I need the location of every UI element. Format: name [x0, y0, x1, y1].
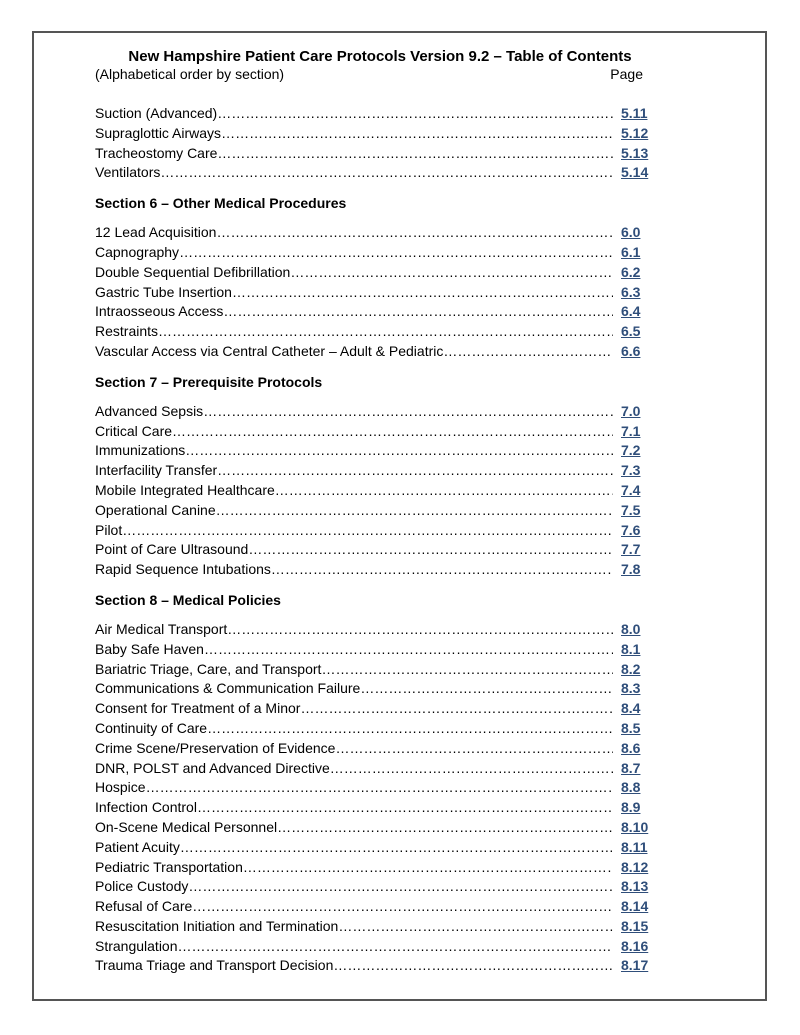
entry-title: Strangulation	[95, 937, 178, 954]
page-link[interactable]: 7.3	[621, 462, 641, 479]
entry-title: Communications & Communication Failure	[95, 680, 361, 697]
dot-leader	[271, 560, 613, 580]
dot-leader	[178, 937, 613, 957]
toc-entry	[95, 163, 655, 183]
toc-entry	[95, 402, 655, 422]
page-link[interactable]: 6.1	[621, 243, 641, 260]
dot-leader	[216, 223, 613, 243]
page-link[interactable]: 8.17	[621, 957, 649, 974]
page-link[interactable]: 8.5	[621, 719, 641, 736]
toc-entry	[95, 956, 655, 976]
table-of-contents	[95, 104, 655, 976]
toc-entry	[95, 699, 655, 719]
page-title: New Hampshire Patient Care Protocols Version 9.2 – Table of Contents	[128, 48, 632, 65]
toc-entry	[95, 342, 655, 362]
toc-entry	[95, 481, 655, 501]
toc-entry	[95, 144, 655, 164]
toc-entry	[95, 501, 655, 521]
entry-title: Continuity of Care	[95, 719, 208, 736]
toc-section	[95, 104, 655, 183]
section-heading: Section 6 – Other Medical Procedures	[95, 195, 347, 212]
toc-entry	[95, 124, 655, 144]
page-link[interactable]: 8.13	[621, 878, 649, 895]
dot-leader	[321, 660, 613, 680]
entry-title: Vascular Access via Central Catheter – Adult & Pediatric	[95, 342, 444, 359]
dot-leader	[221, 124, 613, 144]
dot-leader	[217, 104, 613, 124]
entry-title: Baby Safe Haven	[95, 640, 204, 657]
toc-entry	[95, 461, 655, 481]
dot-leader	[216, 501, 613, 521]
page-link[interactable]: 8.14	[621, 898, 649, 915]
entry-title: Consent for Treatment of a Minor	[95, 700, 301, 717]
toc-entry	[95, 739, 655, 759]
page-link[interactable]: 8.12	[621, 858, 649, 875]
entry-title: Mobile Integrated Healthcare	[95, 481, 275, 498]
entry-title: On-Scene Medical Personnel	[95, 818, 278, 835]
page-link[interactable]: 7.2	[621, 442, 641, 459]
toc-section	[95, 194, 655, 362]
entry-title: Interfacility Transfer	[95, 462, 218, 479]
toc-entry	[95, 798, 655, 818]
toc-subheader	[95, 66, 647, 82]
toc-entry	[95, 818, 655, 838]
dot-leader	[188, 877, 613, 897]
dot-leader	[333, 956, 613, 976]
toc-entry	[95, 104, 655, 124]
page-link[interactable]: 7.4	[621, 481, 641, 498]
dot-leader	[443, 342, 613, 362]
dot-leader	[243, 858, 613, 878]
page-link[interactable]: 6.4	[621, 303, 641, 320]
page-link[interactable]: 5.11	[621, 105, 648, 121]
toc-entry	[95, 263, 655, 283]
entry-title: Patient Acuity	[95, 838, 180, 855]
page-link[interactable]: 8.2	[621, 660, 641, 677]
toc-entry	[95, 719, 655, 739]
dot-leader	[160, 163, 613, 183]
entry-title: Immunizations	[95, 442, 186, 459]
entry-title: Police Custody	[95, 878, 189, 895]
page-link[interactable]: 6.5	[621, 323, 641, 340]
dot-leader	[197, 798, 613, 818]
toc-entry	[95, 223, 655, 243]
toc-entry	[95, 302, 655, 322]
entry-title: Double Sequential Defibrillation	[95, 263, 291, 280]
dot-leader	[192, 897, 613, 917]
page-link[interactable]: 5.14	[621, 164, 649, 181]
page-link[interactable]: 8.9	[621, 799, 641, 816]
entry-title: Tracheostomy Care	[95, 144, 218, 161]
entry-title: Infection Control	[95, 799, 197, 816]
toc-entry	[95, 679, 655, 699]
toc-entry	[95, 838, 655, 858]
dot-leader	[227, 620, 613, 640]
entry-title: Supraglottic Airways	[95, 124, 222, 141]
entry-title: Operational Canine	[95, 501, 216, 518]
dot-leader	[330, 759, 613, 779]
entry-title: DNR, POLST and Advanced Directive	[95, 759, 330, 776]
page-column-label: Page	[610, 66, 643, 82]
toc-entry	[95, 560, 655, 580]
page-link[interactable]: 8.8	[621, 779, 641, 796]
page-link[interactable]: 5.12	[621, 124, 649, 141]
page-link[interactable]: 6.3	[621, 283, 641, 300]
page-link[interactable]: 8.15	[621, 917, 649, 934]
toc-section	[95, 591, 655, 976]
page-link[interactable]: 7.7	[621, 541, 641, 558]
page-link[interactable]: 8.10	[621, 818, 649, 835]
page-link[interactable]: 6.0	[621, 224, 641, 241]
page-link[interactable]: 7.1	[621, 422, 641, 439]
toc-entry	[95, 322, 655, 342]
dot-leader	[179, 243, 613, 263]
entry-title: Suction (Advanced)	[95, 105, 218, 121]
entry-title: Intraosseous Access	[95, 303, 224, 320]
entry-title: Critical Care	[95, 422, 173, 439]
toc-entry	[95, 877, 655, 897]
dot-leader	[277, 818, 613, 838]
dot-leader	[207, 719, 613, 739]
page-link[interactable]: 7.0	[621, 402, 641, 419]
toc-entry	[95, 243, 655, 263]
dot-leader	[185, 441, 613, 461]
toc-entry	[95, 897, 655, 917]
entry-title: Crime Scene/Preservation of Evidence	[95, 739, 336, 756]
entry-title: Restraints	[95, 323, 159, 340]
page-link[interactable]: 8.11	[621, 838, 648, 855]
order-note: (Alphabetical order by section)	[95, 66, 285, 82]
toc-entry	[95, 759, 655, 779]
dot-leader	[248, 540, 613, 560]
entry-title: Refusal of Care	[95, 898, 193, 915]
toc-entry	[95, 640, 655, 660]
page-link[interactable]: 8.0	[621, 620, 641, 637]
toc-entry	[95, 660, 655, 680]
toc-entry	[95, 858, 655, 878]
entry-title: Resuscitation Initiation and Termination	[95, 917, 339, 934]
toc-entry	[95, 422, 655, 442]
toc-entry	[95, 283, 655, 303]
dot-leader	[217, 461, 613, 481]
page-link[interactable]: 8.6	[621, 739, 641, 756]
page-link[interactable]: 6.2	[621, 263, 641, 280]
dot-leader	[290, 263, 613, 283]
section-heading: Section 8 – Medical Policies	[95, 591, 281, 608]
dot-leader	[204, 640, 613, 660]
entry-title: Trauma Triage and Transport Decision	[95, 957, 334, 974]
page-link[interactable]: 7.6	[621, 521, 641, 538]
page-link[interactable]: 6.6	[621, 342, 641, 359]
entry-title: Pilot	[95, 521, 123, 538]
toc-entry	[95, 620, 655, 640]
dot-leader	[180, 838, 613, 858]
page-link[interactable]: 8.4	[621, 700, 641, 717]
section-heading: Section 7 – Prerequisite Protocols	[95, 373, 323, 390]
dot-leader	[223, 302, 613, 322]
page-link[interactable]: 5.13	[621, 144, 649, 161]
toc-entry	[95, 540, 655, 560]
page-link[interactable]: 8.16	[621, 937, 649, 954]
page-link[interactable]: 8.3	[621, 680, 641, 697]
dot-leader	[146, 778, 613, 798]
entry-title: 12 Lead Acquisition	[95, 224, 217, 241]
page-link[interactable]: 7.5	[621, 501, 641, 518]
dot-leader	[122, 521, 613, 541]
dot-leader	[172, 422, 613, 442]
page-link[interactable]: 8.1	[621, 640, 641, 657]
toc-entry	[95, 937, 655, 957]
entry-title: Ventilators	[95, 164, 161, 181]
dot-leader	[203, 402, 613, 422]
dot-leader	[217, 144, 613, 164]
entry-title: Capnography	[95, 243, 180, 260]
dot-leader	[275, 481, 613, 501]
entry-title: Hospice	[95, 779, 146, 796]
dot-leader	[232, 283, 613, 303]
dot-leader	[335, 739, 613, 759]
dot-leader	[158, 322, 613, 342]
toc-section	[95, 373, 655, 580]
entry-title: Gastric Tube Insertion	[95, 283, 232, 300]
page-link[interactable]: 8.7	[621, 759, 641, 776]
entry-title: Advanced Sepsis	[95, 402, 204, 419]
entry-title: Pediatric Transportation	[95, 858, 243, 875]
entry-title: Point of Care Ultrasound	[95, 541, 249, 558]
entry-title: Air Medical Transport	[95, 620, 228, 637]
entry-title: Bariatric Triage, Care, and Transport	[95, 660, 322, 677]
toc-entry	[95, 441, 655, 461]
entry-title: Rapid Sequence Intubations	[95, 561, 271, 578]
toc-entry	[95, 917, 655, 937]
dot-leader	[360, 679, 613, 699]
dot-leader	[300, 699, 613, 719]
toc-entry	[95, 521, 655, 541]
toc-entry	[95, 778, 655, 798]
page-link[interactable]: 7.8	[621, 561, 641, 578]
dot-leader	[338, 917, 613, 937]
